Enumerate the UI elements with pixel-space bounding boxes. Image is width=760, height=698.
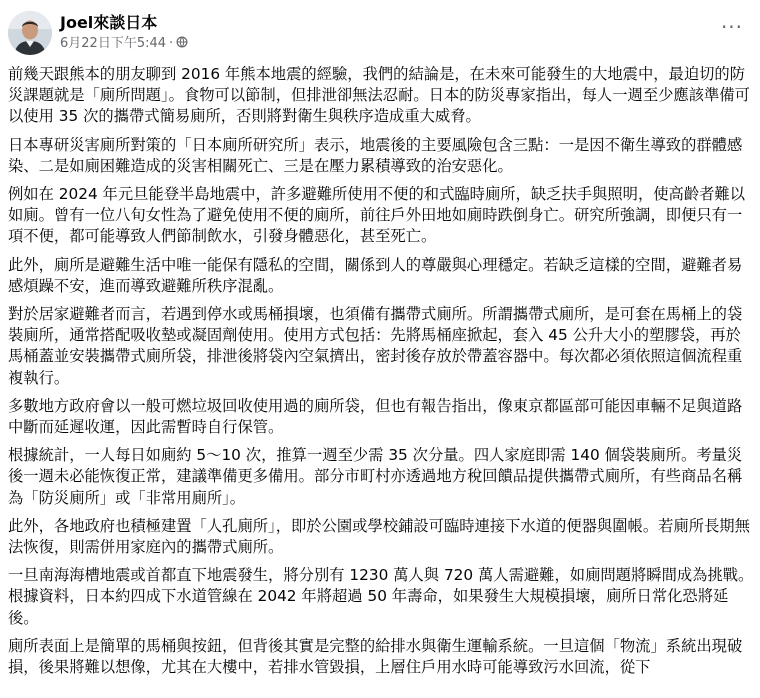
more-options-button[interactable] — [718, 17, 746, 37]
avatar[interactable] — [8, 11, 52, 55]
post-paragraph: 此外，廁所是避難生活中唯一能保有隱私的空間，關係到人的尊嚴與心理穩定。若缺乏這樣的空間，避難者易感煩躁不安，進而導致避難所秩序混亂。 — [8, 255, 743, 295]
post-paragraph: 一旦南海海槽地震或首都直下地震發生，將分別有 1230 萬人與 720 萬人需避難，如廁問題將瞬間成為挑戰。根據資料，日本約四成下水道管線在 2042 年將超過 50 年壽命，如果發生大規模損壞，廁所日常化恐將延後。 — [8, 566, 754, 627]
more-options-icon: ··· — [720, 15, 744, 39]
post-paragraph: 前幾天跟熊本的朋友聊到 2016 年熊本地震的經驗，我們的結論是，在未來可能發生的大地震中，最迫切的防災課題就是「廁所問題」。食物可以節制，但排泄卻無法忍耐。日本的防災專家指出，每人一週至少應該準備可以使用 35 次的攜帶式簡易廁所，否則將對衛生與秩序造成重大威脅。 — [8, 65, 750, 126]
meta-separator: · — [169, 36, 174, 51]
post-timestamp[interactable]: 6月22日下午5:44 — [60, 36, 167, 51]
post-paragraph: 多數地方政府會以一般可燃垃圾回收使用過的廁所袋，但也有報告指出，像東京都區部可能因車輛不足與道路中斷而延遲收運，因此需暫時自行保管。 — [8, 396, 743, 437]
post-paragraph: 日本專研災害廁所對策的「日本廁所研究所」表示，地震後的主要風險包含三點：一是因不衛生導致的群體感染、二是如廁困難造成的災害相關死亡、三是在壓力累積導致的治安惡化。 — [8, 135, 743, 175]
post-meta — [60, 35, 188, 53]
post-paragraph: 廁所表面上是簡單的馬桶與按鈕，但背後其實是完整的給排水與衛生運輸系統。一旦這個「物流」系統出現破損，後果將難以想像，尤其在大樓中，若排水管毀損，上層住戶用水時可能導致污水回流，從下 — [8, 636, 743, 677]
author-name[interactable]: Joel來談日本 — [60, 13, 158, 32]
post-paragraph: 例如在 2024 年元旦能登半島地震中，許多避難所使用不便的和式臨時廁所，缺乏扶手與照明，使高齡者難以如廁。曾有一位八旬女性為了避免使用不便的廁所，前往戶外田地如廁時跌倒身亡。研究所強調，即便只有一項不便，都可能導致人們節制飲水，引發身體惡化，甚至死亡。 — [8, 185, 746, 246]
post-header — [8, 11, 752, 57]
post-paragraph: 根據統計，一人每日如廁約 5～10 次，推算一週至少需 35 次分量。四人家庭即需 140 個袋裝廁所。考量災後一週未必能恢復正常，建議準備更多備用。部分市町村亦透過地方稅回饋品提供攜帶式廁所，有些商品名稱為「防災廁所」或「非常用廁所」。 — [8, 446, 743, 507]
post-paragraph: 此外，各地政府也積極建置「人孔廁所」，即於公園或學校鋪設可臨時連接下水道的便器與圍帳。若廁所長期無法恢復，則需併用家庭內的攜帶式廁所。 — [8, 516, 750, 557]
post-paragraph: 對於居家避難者而言，若遇到停水或馬桶損壞，也須備有攜帶式廁所。所謂攜帶式廁所，是可套在馬桶上的袋裝廁所，通常搭配吸收墊或凝固劑使用。使用方式包括：先將馬桶座掀起，套入 45 公升大小的塑膠袋，再於馬桶蓋並安裝攜帶式廁所袋，排泄後將袋內空氣擠出，密封後存放於帶蓋容器中。每次都必須依照這個流程重複執行。 — [8, 305, 743, 387]
post-body — [8, 64, 754, 685]
avatar-portrait-icon — [8, 11, 52, 55]
globe-icon[interactable] — [176, 36, 188, 48]
